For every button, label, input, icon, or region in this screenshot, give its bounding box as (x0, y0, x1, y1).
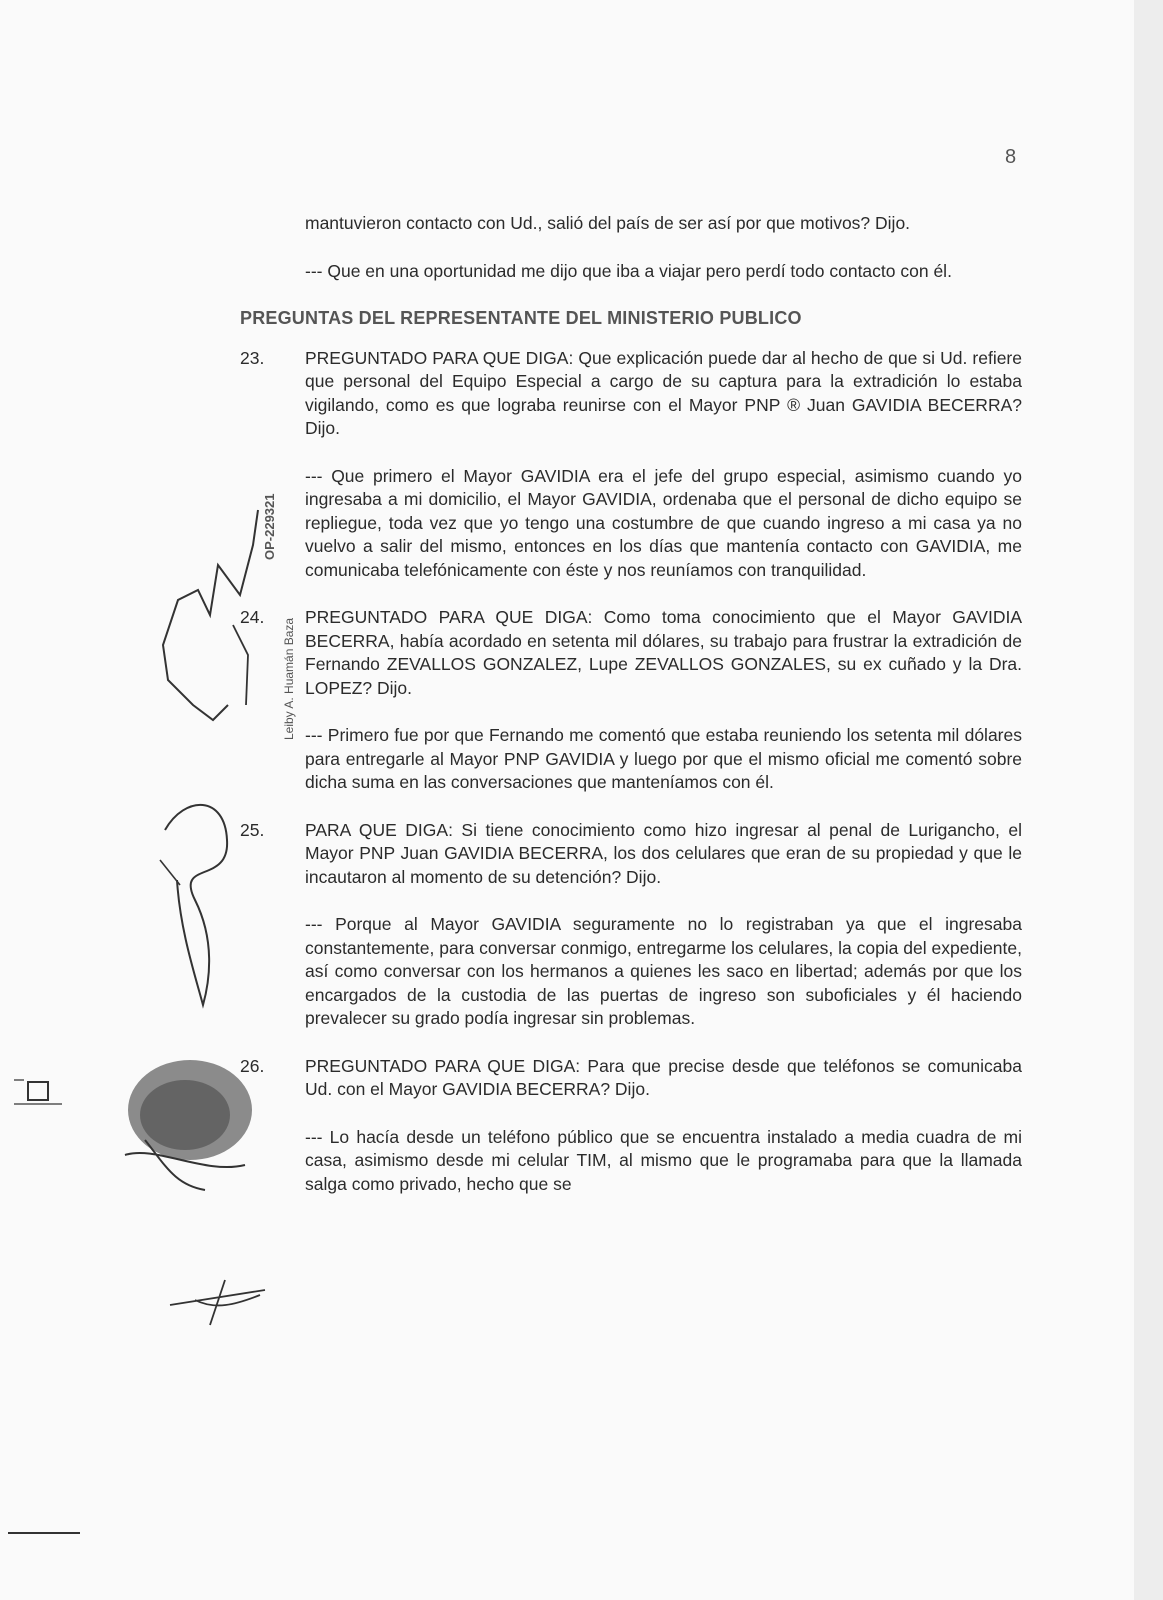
fingerprint (115, 1045, 265, 1195)
signature-2 (155, 790, 240, 1015)
question-text: PREGUNTADO PARA QUE DIGA: Como toma conocimiento que el Mayor GAVIDIA BECERRA, había acordado en setenta mil dólares, su trabajo para frustrar la extradición de Fernando ZEVALLOS GONZALEZ, Lupe ZEVALLOS GONZALES, su ex cuñado y la Dra. LOPEZ? Dijo. (305, 607, 1022, 698)
question-number: 23. (240, 347, 265, 368)
question-23 (240, 347, 1022, 441)
question-text: PREGUNTADO PARA QUE DIGA: Para que precise desde que teléfonos se comunicaba Ud. con el Mayor GAVIDIA BECERRA? Dijo. (305, 1055, 1022, 1099)
question-26 (240, 1055, 1022, 1102)
paragraph: mantuvieron contacto con Ud., salió del país de ser así por que motivos? Dijo. (305, 213, 911, 233)
question-text: PREGUNTADO PARA QUE DIGA: Que explicación puede dar al hecho de que si Ud. refiere que personal del Equipo Especial a cargo de su captura para la extradición lo estaba vigilando, como es que lograba reunirse con el Mayor PNP ® Juan GAVIDIA BECERRA? Dijo. (305, 347, 1022, 438)
question-number: 26. (240, 1055, 265, 1076)
section-heading: PREGUNTAS DEL REPRESENTANTE DEL MINISTERIO PUBLICO (240, 308, 802, 328)
document-body (240, 212, 1022, 1220)
signature-1 (158, 505, 268, 730)
question-25 (240, 819, 1022, 890)
official-stamp-name: Leiby A. Huamán Baza (282, 617, 296, 740)
answer-23: --- Que primero el Mayor GAVIDIA era el jefe del grupo especial, asimismo cuando yo ingresaba a mi domicilio, el Mayor GAVIDIA, ordenaba que el personal de dicho equipo se repliegue, toda vez que yo tengo una costumbre de que cuando ingreso a mi casa ya no vuelvo a salir del mismo, entonces en los días que mantenía contacto con GAVIDIA, me comunicaba telefónicamente con éste y nos reuníamos con tranquilidad. (305, 465, 1022, 580)
margin-line (8, 1532, 80, 1534)
paragraph: --- Que en una oportunidad me dijo que iba a viajar pero perdí todo contacto con él. (305, 260, 952, 281)
question-text: PARA QUE DIGA: Si tiene conocimiento como hizo ingresar al penal de Lurigancho, el Mayor PNP Juan GAVIDIA BECERRA, los dos celulares que eran de su propiedad y que le incautaron al momento de su detención? Dijo. (305, 819, 1022, 887)
answer-25: --- Porque al Mayor GAVIDIA seguramente no lo registraban ya que el ingresaba constantemente, para conversar conmigo, entregarme los celulares, la copia del expediente, así como conversar con los hermanos a quienes les saco en libertad; además por que los encargados de la custodia de las puertas de ingreso son suboficiales y él haciendo prevalecer su grado podía ingresar sin problemas. (305, 914, 1022, 1028)
margin-box-mark (14, 1074, 62, 1108)
signature-3 (165, 1265, 275, 1335)
answer-24: --- Primero fue por que Fernando me comentó que estaba reuniendo los setenta mil dólares para entregarle al Mayor PNP GAVIDIA y luego por que el mismo oficial me comentó sobre dicha suma en las conversaciones que manteníamos con él. (305, 725, 1022, 792)
question-number: 24. (240, 607, 265, 627)
official-stamp-id: OP-229321 (262, 493, 277, 560)
question-number: 25. (240, 819, 265, 840)
answer-26: --- Lo hacía desde un teléfono público que se encuentra instalado a media cuadra de mi casa, asimismo desde mi celular TIM, al mismo que le programaba para que la llamada salga como privado, hecho que se (305, 1126, 1022, 1194)
page-number: 8 (1005, 146, 1017, 168)
scan-edge (1134, 0, 1163, 1600)
question-24 (240, 606, 1022, 700)
